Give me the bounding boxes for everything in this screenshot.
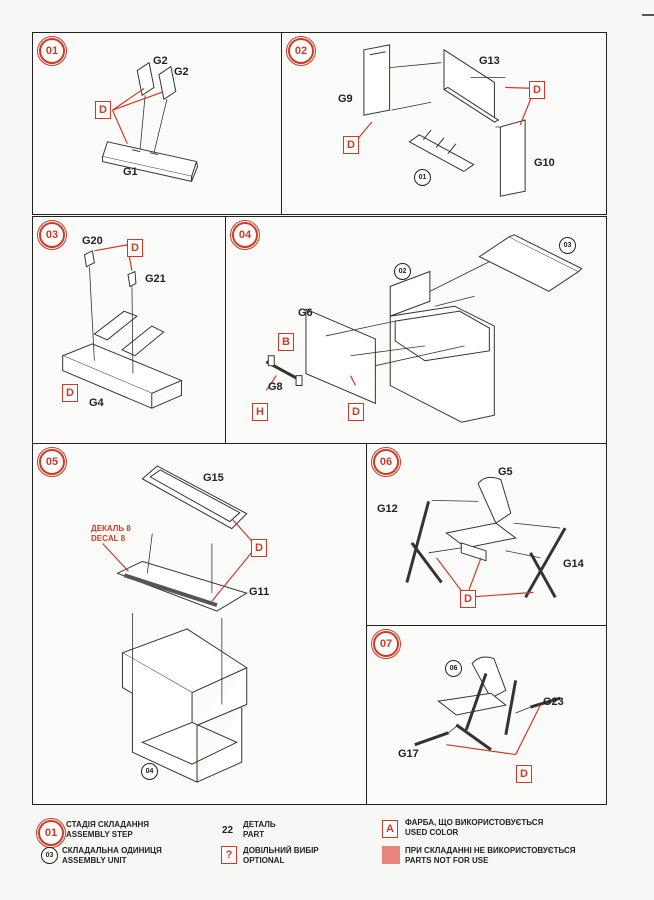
step-06-drawing [367, 444, 606, 625]
step-02-drawing [282, 33, 606, 214]
legend-part-symbol: 22 [222, 825, 234, 836]
step-number-06: 06 [373, 449, 399, 475]
decal-label-en: DECAL 8 [91, 534, 126, 543]
assembly-unit-04: 04 [141, 763, 158, 780]
legend-color-ua: ФАРБА, ЩО ВИКОРИСТОВУЄТЬСЯ [405, 818, 544, 827]
part-label-g2b: G2 [174, 66, 189, 78]
panel-step-06 [366, 443, 607, 626]
panel-step-05 [32, 443, 367, 805]
step-number-03: 03 [39, 222, 65, 248]
part-label-g13: G13 [479, 55, 500, 67]
panel-step-02 [281, 32, 607, 215]
legend-color-en: USED COLOR [405, 828, 459, 837]
assembly-unit-03: 03 [559, 237, 576, 254]
legend-notused-en: PARTS NOT FOR USE [405, 856, 489, 865]
paint-box-d: D [95, 101, 111, 119]
legend-step-icon: 01 [38, 820, 64, 846]
paint-box-b: B [278, 333, 294, 351]
assembly-unit-02: 02 [394, 263, 411, 280]
legend-unit-text [62, 846, 162, 866]
step-number-02: 02 [288, 38, 314, 64]
legend-color-icon: A [382, 820, 398, 838]
step-07-drawing [367, 626, 606, 804]
part-label-g4: G4 [89, 397, 104, 409]
assembly-unit-01: 01 [414, 169, 431, 186]
legend-optional-ua: ДОВІЛЬНИЙ ВИБІР [243, 846, 319, 855]
decal-label [91, 524, 131, 544]
part-label-g20: G20 [82, 235, 103, 247]
part-label-g23: G23 [543, 696, 564, 708]
step-number-05: 05 [39, 449, 65, 475]
part-label-g6: G6 [298, 307, 313, 319]
part-label-g1: G1 [123, 166, 138, 178]
part-label-g12: G12 [377, 503, 398, 515]
paint-box-d: D [348, 403, 364, 421]
legend-optional-en: OPTIONAL [243, 856, 285, 865]
paint-box-d: D [251, 539, 267, 557]
part-label-g10: G10 [534, 157, 555, 169]
panel-step-03 [32, 216, 226, 444]
step-number-04: 04 [232, 222, 258, 248]
paint-box-d-right: D [529, 81, 545, 99]
legend-part-text [243, 820, 276, 840]
part-label-g11: G11 [249, 586, 270, 598]
legend-notused-ua: ПРИ СКЛАДАННІ НЕ ВИКОРИСТОВУЄТЬСЯ [405, 846, 576, 855]
legend-step-en: ASSEMBLY STEP [66, 830, 133, 839]
legend-notused-swatch [382, 846, 400, 864]
paint-box-h: H [252, 403, 268, 421]
paint-box-d-bottom: D [62, 384, 78, 402]
legend-unit-icon: 03 [41, 847, 58, 864]
step-04-drawing [226, 217, 606, 443]
legend-notused-text [405, 846, 576, 866]
legend-unit-en: ASSEMBLY UNIT [62, 856, 127, 865]
legend-step-ua: СТАДІЯ СКЛАДАННЯ [66, 820, 150, 829]
panel-step-01 [32, 32, 282, 215]
panel-step-07 [366, 625, 607, 805]
decal-label-ua: ДЕКАЛЬ 8 [91, 524, 131, 533]
part-label-g8: G8 [268, 381, 283, 393]
paint-box-d: D [460, 590, 476, 608]
step-number-07: 07 [373, 631, 399, 657]
step-number-01: 01 [39, 38, 65, 64]
part-label-g9: G9 [338, 93, 353, 105]
part-label-g14: G14 [563, 558, 584, 570]
step-05-drawing [33, 444, 366, 804]
paint-box-d-top: D [127, 239, 143, 257]
panel-step-04 [225, 216, 607, 444]
paint-box-d: D [516, 765, 532, 783]
paint-box-d-left: D [343, 136, 359, 154]
part-label-g15: G15 [203, 472, 224, 484]
part-label-g21: G21 [145, 273, 166, 285]
legend-part-ua: ДЕТАЛЬ [243, 820, 276, 829]
binder-mark [642, 14, 654, 16]
legend-optional-text [243, 846, 319, 866]
part-label-g2a: G2 [153, 55, 168, 67]
legend-color-text [405, 818, 543, 838]
legend-step-text [66, 820, 149, 840]
legend-part-en: PART [243, 830, 265, 839]
part-label-g17: G17 [398, 748, 419, 760]
legend-unit-ua: СКЛАДАЛЬНА ОДИНИЦЯ [62, 846, 162, 855]
assembly-unit-06: 06 [445, 660, 462, 677]
part-label-g5: G5 [498, 466, 513, 478]
legend-optional-icon: ? [221, 846, 237, 864]
